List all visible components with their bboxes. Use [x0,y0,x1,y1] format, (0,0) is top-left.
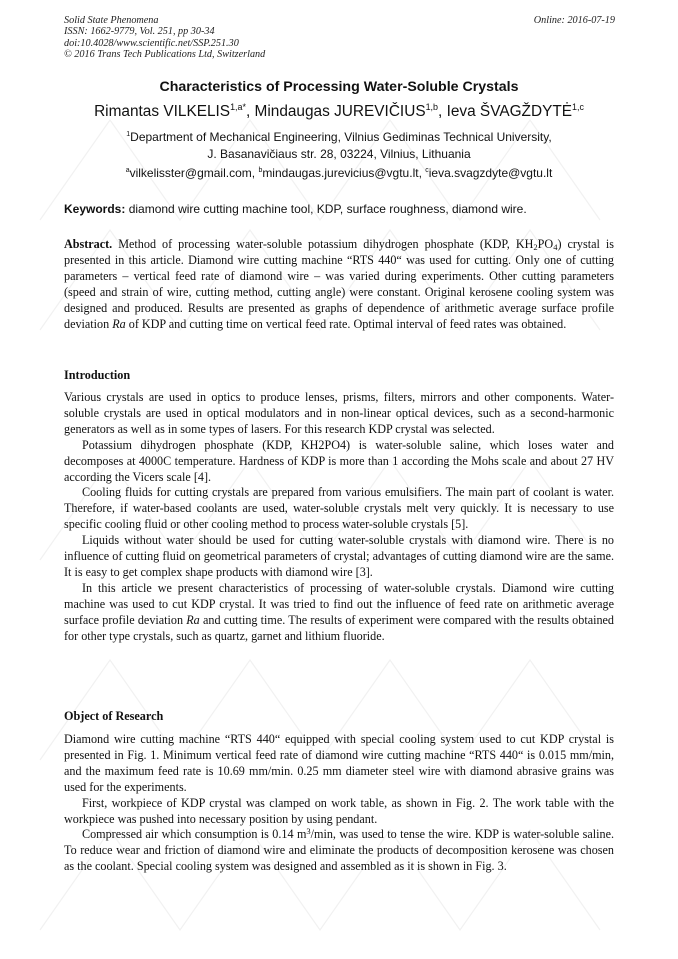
subscript: 4 [553,242,558,252]
journal-name: Solid State Phenomena [64,15,159,26]
author-name: Rimantas VILKELIS [94,103,231,120]
keywords-text: diamond wire cutting machine tool, KDP, surface roughness, diamond wire. [128,202,527,216]
paragraph: Liquids without water should be used for cutting water-soluble crystals with diamond wire. There is no influence of cutting fluid on geometrical parameters of crystal; advantages of cutting diamond wire are the same. It is easy to get complex shape products with diamond wire [3]. [64,533,614,579]
author-affiliation-mark: 1,b [425,101,438,112]
author-affiliation-mark: 1,a* [230,101,246,112]
abstract [64,237,614,332]
ra-symbol: Ra [186,612,200,627]
journal-copyright: © 2016 Trans Tech Publications Ltd, Switzerland [64,49,266,61]
section-heading-object: Object of Research [64,709,164,723]
paragraph-text: /min, was used to tense the wire. KDP is water-soluble saline. To reduce wear and friction of diamond wire and eliminate the products of decomposition kerosene was chosen as the coolant. Special cooling system was designed and assembled as it is shown in Fig. 3. [64,827,615,874]
object-section [64,732,614,875]
paragraph: First, workpiece of KDP crystal was clamped on work table, as shown in Fig. 2. The work table with the workpiece was pushed into necessary position by using pendant. [64,795,614,826]
journal-doi[interactable]: doi:10.4028/www.scientific.net/SSP.251.30 [64,37,239,49]
keywords-label: Keywords: [64,202,126,216]
ra-symbol: Ra [112,316,126,331]
email-mark: b [258,167,263,174]
author-affiliation-mark: 1,c [572,101,584,112]
paragraph: Various crystals are used in optics to produce lenses, prisms, filters, mirrors and other components. Water-soluble crystals are used in optical modulators and in non-linear optical devices, such as a second-harmonic generators as well as in some types of lasers. For this research KDP crystal was selected. [64,390,614,436]
author-list: Rimantas $VILKELIS^{1,a*}$, Mindaugas JUREVIČIUS$^{1,b}$, Ieva ŠVAGŽDYTĖ$^{1,c}$ [94,101,584,120]
author-name: Ieva ŠVAGŽDYTĖ [446,103,573,120]
affiliation-line-1: Department of Mechanical Engineering, Vilnius Gediminas Technical University, [130,130,552,144]
paragraph-text: and cutting time. The results of experiment were compared with the results obtained for other type crystals, such as quartz, garnet and lithium fluoride. [64,612,614,643]
email-link[interactable]: mindaugas.jurevicius@vgtu.lt [262,166,419,180]
paragraph-text: In this article we present characteristics of processing of water-soluble crystals. Diamond wire cutting machine was used to cut KDP crystal. It was tried to find out the influence of feed rate on arithmetic average surface profile deviation [64,580,614,627]
email-link[interactable]: vilkelisster@gmail.com [129,166,252,180]
keywords [64,202,624,216]
superscript: 3 [306,826,311,837]
online-date: Online: 2016-07-19 [533,15,615,26]
paragraph: Potassium dihydrogen phosphate (KDP, KH2PO4) is water-soluble saline, which loses water and decomposes at 4000C temperature. Hardness of KDP is more than 1 according the Mohs scale and about 27 HV according the Vicers scale [4]. [64,437,614,484]
abstract-text: PO [537,237,554,251]
journal-masthead [64,15,265,61]
email-link[interactable]: ieva.svagzdyte@vgtu.lt [428,166,553,180]
affiliation-mark: 1 [126,131,131,138]
subscript: 2 [533,242,538,252]
author-emails: $^a$vilkelisster@gmail.com, $^b$mindaugas.jurevicius@vgtu.lt, $^c$ieva.svagzdyte@vgtu.lt [125,166,553,180]
affiliation [0,129,678,163]
email-mark: c [425,167,429,174]
abstract-label: Abstract. [64,237,113,251]
paragraph: Cooling fluids for cutting crystals are prepared from various emulsifiers. The main part of coolant is water. Therefore, if water-based coolants are used, water-soluble crystals melt very quickly. It is necessary to use specific cooling fluid or other cooling method to process water-soluble crystals [5]. [64,485,614,532]
paragraph-text: Compressed air which consumption is 0.14 m [82,827,307,842]
section-heading-introduction: Introduction [64,368,131,382]
abstract-text: Method of processing water-soluble potassium dihydrogen phosphate (KDP, KH [118,237,534,251]
affiliation-line-2: J. Basanavičiaus str. 28, 03224, Vilnius, Lithuania [207,147,471,161]
paragraph: Diamond wire cutting machine “RTS 440“ equipped with special cooling system used to cut KDP crystal is presented in Fig. 1. Minimum vertical feed rate of diamond wire cutting machine “RTS 440“ is 0.015 mm/min, and the maximum feed rate is 10.69 mm/min. 0.25 mm diameter steel wire with diamond abrasive grains was used for the experiments. [64,732,614,794]
paper-title: Characteristics of Processing Water-Soluble Crystals [159,79,519,95]
email-mark: a [125,167,130,174]
author-name: Mindaugas JUREVIČIUS [254,103,426,120]
abstract-text: of KDP and cutting time on vertical feed rate. Optimal interval of feed rates was obtained. [125,316,567,331]
journal-issn: ISSN: 1662-9779, Vol. 251, pp 30-34 [64,26,215,38]
paragraph [64,827,614,875]
introduction-section [64,390,614,645]
abstract-text: ) crystal is presented in this article. Diamond wire cutting machine “RTS 440“ was used for cutting. Only one of cutting parameters – vertical feed rate of diamond wire – was varied during experiments. Other cutting parameters (speed and strain of wire, cutting method, cutting angle) were constant. Original kerosene cooling system was designed and produced. Results are presented as graphs of dependence of arithmetic average surface profile deviation [64,237,614,331]
paragraph [64,581,614,645]
